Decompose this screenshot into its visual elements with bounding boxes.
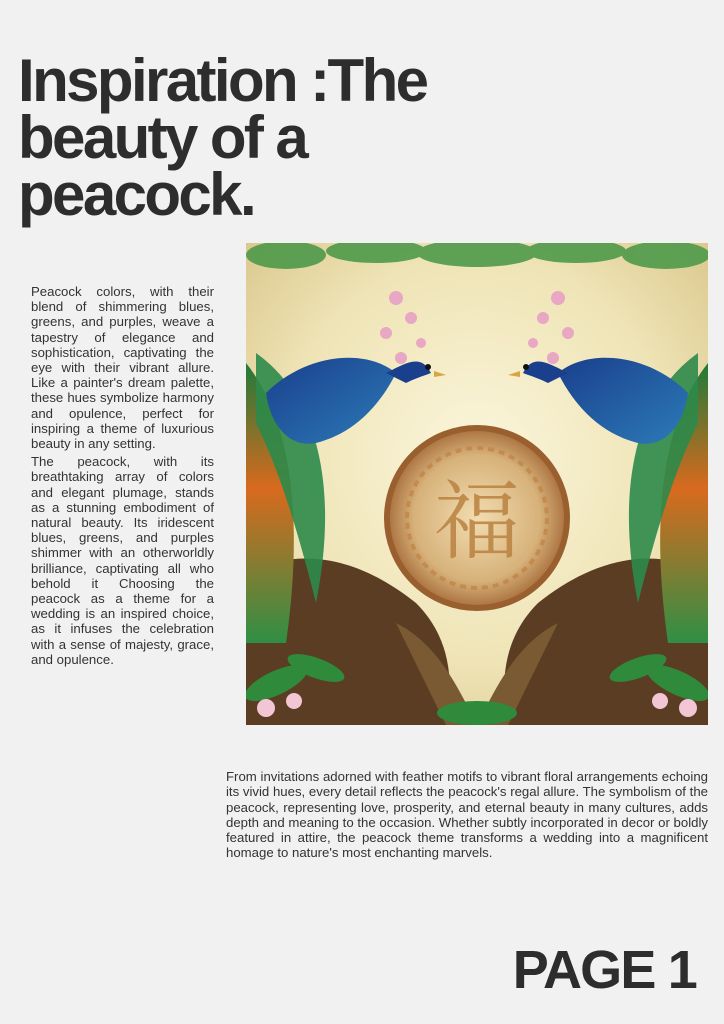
peacock-pair-icon: [246, 243, 708, 725]
title-line-1: Inspiration :The: [18, 47, 427, 114]
page-title: [18, 47, 538, 228]
paragraph-peacock-beauty: The peacock, with its breathtaking array of colors and elegant plumage, stands as a stunning embodiment of natural beauty. Its iridescent blues, greens, and purples shimmer with an otherworldly brilliance, captivating all who behold it Choosing the peacock as a theme for a wedding is an inspired choice, as it infuses the celebration with a sense of majesty, grace, and opulence.: [31, 454, 214, 667]
bottom-text-block: From invitations adorned with feather motifs to vibrant floral arrangements echoing its vivid hues, every detail reflects the peacock's regal allure. The symbolism of the peacock, representing love, prosperity, and eternal beauty in many cultures, adds depth and meaning to the occasion. Whether subtly incorporated in decor or boldly featured in attire, the peacock theme transforms a wedding into a magnificent homage to nature's most enchanting marvels.: [226, 769, 708, 861]
title-line-3: peacock.: [18, 161, 255, 228]
paragraph-peacock-colors: Peacock colors, with their blend of shimmering blues, greens, and purples, weave a tapestry of elegance and sophistication, captivating the eye with their vibrant allure. Like a painter's dream palette, these hues symbolize harmony and opulence, perfect for inspiring a theme of luxurious beauty in any setting.: [31, 284, 214, 452]
page-number: PAGE 1: [512, 940, 696, 1000]
peacock-illustration: [246, 243, 708, 725]
fortune-glyph: 福: [434, 472, 520, 572]
left-text-column: [31, 284, 214, 670]
title-line-2: beauty of a: [18, 104, 307, 171]
